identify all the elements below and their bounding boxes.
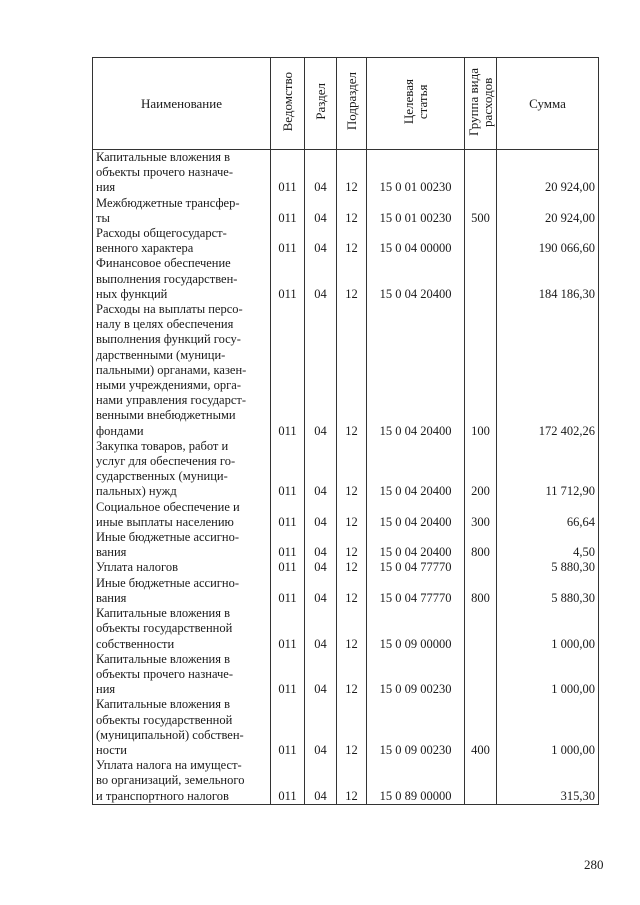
header-vedomstvo: Ведомство (271, 58, 305, 150)
row-summa: 20 924,00 (497, 150, 599, 196)
header-gruppa-vida-rashodov: Группа вида расходов (465, 58, 497, 150)
row-podrazdel: 12 (337, 652, 367, 698)
row-gruppa-vida-rashodov (465, 606, 497, 652)
row-vedomstvo: 011 (271, 226, 305, 256)
row-summa: 4,50 (497, 530, 599, 560)
row-name: Иные бюджетные ассигно- вания (93, 576, 271, 606)
row-summa: 5 880,30 (497, 560, 599, 575)
row-gruppa-vida-rashodov: 300 (465, 500, 497, 530)
row-razdel: 04 (305, 439, 337, 500)
row-razdel: 04 (305, 652, 337, 698)
header-celevaya-statya: Целевая статья (367, 58, 465, 150)
row-summa: 66,64 (497, 500, 599, 530)
table-row (93, 226, 599, 256)
row-podrazdel: 12 (337, 758, 367, 804)
row-gruppa-vida-rashodov (465, 560, 497, 575)
row-celevaya-statya: 15 0 01 00230 (367, 196, 465, 226)
row-razdel: 04 (305, 606, 337, 652)
header-name: Наименование (93, 58, 271, 150)
row-vedomstvo: 011 (271, 606, 305, 652)
row-name: Социальное обеспечение и иные выплаты населению (93, 500, 271, 530)
row-celevaya-statya: 15 0 09 00230 (367, 697, 465, 758)
row-razdel: 04 (305, 256, 337, 302)
row-gruppa-vida-rashodov: 800 (465, 576, 497, 606)
row-vedomstvo: 011 (271, 150, 305, 196)
row-razdel: 04 (305, 196, 337, 226)
row-celevaya-statya: 15 0 04 00000 (367, 226, 465, 256)
row-razdel: 04 (305, 226, 337, 256)
row-celevaya-statya: 15 0 89 00000 (367, 758, 465, 804)
row-gruppa-vida-rashodov (465, 150, 497, 196)
row-razdel: 04 (305, 560, 337, 575)
table-row (93, 758, 599, 804)
row-vedomstvo: 011 (271, 302, 305, 439)
row-name: Финансовое обеспечение выполнения государствен- ных функций (93, 256, 271, 302)
row-summa: 5 880,30 (497, 576, 599, 606)
row-podrazdel: 12 (337, 697, 367, 758)
row-vedomstvo: 011 (271, 652, 305, 698)
row-podrazdel: 12 (337, 439, 367, 500)
row-vedomstvo: 011 (271, 576, 305, 606)
row-summa: 1 000,00 (497, 697, 599, 758)
table-row (93, 606, 599, 652)
row-celevaya-statya: 15 0 04 20400 (367, 500, 465, 530)
row-gruppa-vida-rashodov: 500 (465, 196, 497, 226)
table-row (93, 500, 599, 530)
budget-table (92, 57, 599, 805)
row-vedomstvo: 011 (271, 256, 305, 302)
table-row (93, 652, 599, 698)
row-vedomstvo: 011 (271, 500, 305, 530)
row-vedomstvo: 011 (271, 530, 305, 560)
row-gruppa-vida-rashodov: 100 (465, 302, 497, 439)
row-name: Капитальные вложения в объекты прочего назначе- ния (93, 150, 271, 196)
row-podrazdel: 12 (337, 576, 367, 606)
table-body (93, 150, 599, 805)
page-number: 280 (584, 857, 604, 872)
row-summa: 20 924,00 (497, 196, 599, 226)
row-celevaya-statya: 15 0 04 20400 (367, 530, 465, 560)
table-row (93, 560, 599, 575)
row-podrazdel: 12 (337, 530, 367, 560)
row-podrazdel: 12 (337, 606, 367, 652)
row-vedomstvo: 011 (271, 196, 305, 226)
row-razdel: 04 (305, 500, 337, 530)
row-summa: 1 000,00 (497, 606, 599, 652)
row-podrazdel: 12 (337, 256, 367, 302)
row-celevaya-statya: 15 0 09 00000 (367, 606, 465, 652)
row-name: Расходы общегосударст- венного характера (93, 226, 271, 256)
table-row (93, 150, 599, 196)
header-summa: Сумма (497, 58, 599, 150)
row-razdel: 04 (305, 530, 337, 560)
row-celevaya-statya: 15 0 04 20400 (367, 302, 465, 439)
table-row (93, 302, 599, 439)
row-vedomstvo: 011 (271, 560, 305, 575)
table-header-row (93, 58, 599, 150)
row-podrazdel: 12 (337, 560, 367, 575)
row-gruppa-vida-rashodov: 800 (465, 530, 497, 560)
row-vedomstvo: 011 (271, 439, 305, 500)
row-celevaya-statya: 15 0 04 77770 (367, 560, 465, 575)
row-summa: 11 712,90 (497, 439, 599, 500)
row-celevaya-statya: 15 0 01 00230 (367, 150, 465, 196)
row-gruppa-vida-rashodov: 200 (465, 439, 497, 500)
row-summa: 184 186,30 (497, 256, 599, 302)
row-podrazdel: 12 (337, 226, 367, 256)
header-razdel: Раздел (305, 58, 337, 150)
row-name: Межбюджетные трансфер- ты (93, 196, 271, 226)
row-gruppa-vida-rashodov (465, 652, 497, 698)
row-summa: 190 066,60 (497, 226, 599, 256)
row-razdel: 04 (305, 150, 337, 196)
header-podrazdel: Подраздел (337, 58, 367, 150)
row-name: Капитальные вложения в объекты государственной (муниципальной) собствен- ности (93, 697, 271, 758)
table-row (93, 439, 599, 500)
row-razdel: 04 (305, 302, 337, 439)
row-celevaya-statya: 15 0 09 00230 (367, 652, 465, 698)
row-gruppa-vida-rashodov (465, 758, 497, 804)
row-vedomstvo: 011 (271, 758, 305, 804)
row-gruppa-vida-rashodov (465, 256, 497, 302)
row-name: Капитальные вложения в объекты государственной собственности (93, 606, 271, 652)
row-summa: 172 402,26 (497, 302, 599, 439)
table-row (93, 576, 599, 606)
row-podrazdel: 12 (337, 150, 367, 196)
table-row (93, 256, 599, 302)
row-celevaya-statya: 15 0 04 20400 (367, 439, 465, 500)
row-summa: 315,30 (497, 758, 599, 804)
table-row (93, 530, 599, 560)
table-row (93, 196, 599, 226)
row-podrazdel: 12 (337, 500, 367, 530)
row-celevaya-statya: 15 0 04 77770 (367, 576, 465, 606)
row-razdel: 04 (305, 697, 337, 758)
table-row (93, 697, 599, 758)
row-razdel: 04 (305, 576, 337, 606)
row-name: Расходы на выплаты персо- налу в целях обеспечения выполнения функций госу- дарственными (муници- пальными) органами, казен- ными учреждениями, орга- нами управления государст- венными внебюджетными фондами (93, 302, 271, 439)
row-name: Капитальные вложения в объекты прочего назначе- ния (93, 652, 271, 698)
row-name: Закупка товаров, работ и услуг для обеспечения го- сударственных (муници- пальных) нужд (93, 439, 271, 500)
row-name: Уплата налогов (93, 560, 271, 575)
row-podrazdel: 12 (337, 302, 367, 439)
row-celevaya-statya: 15 0 04 20400 (367, 256, 465, 302)
row-gruppa-vida-rashodov (465, 226, 497, 256)
row-vedomstvo: 011 (271, 697, 305, 758)
row-name: Иные бюджетные ассигно- вания (93, 530, 271, 560)
row-podrazdel: 12 (337, 196, 367, 226)
row-gruppa-vida-rashodov: 400 (465, 697, 497, 758)
row-name: Уплата налога на имущест- во организаций, земельного и транспортного налогов (93, 758, 271, 804)
row-razdel: 04 (305, 758, 337, 804)
row-summa: 1 000,00 (497, 652, 599, 698)
